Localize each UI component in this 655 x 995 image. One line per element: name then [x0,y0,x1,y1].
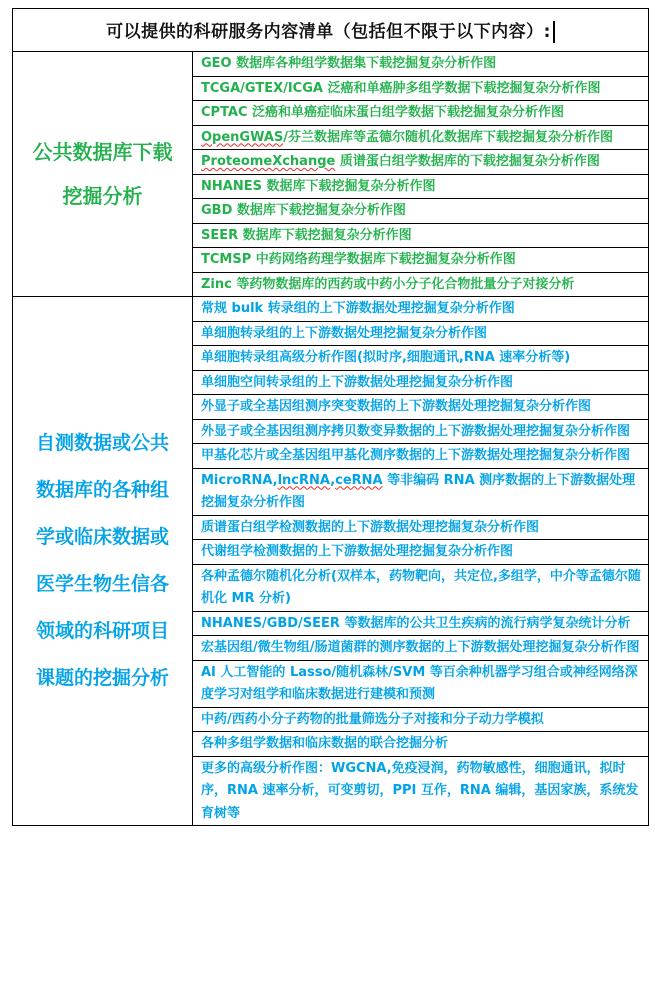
table-row [13,52,649,77]
document-title: 可以提供的科研服务内容清单（包括但不限于以下内容）: [106,22,551,42]
service-item: 质谱蛋白组学检测数据的上下游数据处理挖掘复杂分析作图 [193,515,649,540]
service-item: OpenGWAS/芬兰数据库等孟德尔随机化数据库下载挖掘复杂分析作图 [193,125,649,150]
service-item: 代谢组学检测数据的上下游数据处理挖掘复杂分析作图 [193,540,649,565]
service-item: AI 人工智能的 Lasso/随机森林/SVM 等百余种机器学习组合或神经网络深度学习对组学和临床数据进行建模和预测 [193,660,649,707]
service-item: GEO 数据库各种组学数据集下载挖掘复杂分析作图 [193,52,649,77]
category-label-line: 医学生物生信各 [35,573,169,595]
category-label-line: 学或临床数据或 [35,526,169,548]
service-item: TCMSP 中药网络药理学数据库下载挖掘复杂分析作图 [193,248,649,273]
text-cursor [553,21,555,43]
service-item: Zinc 等药物数据库的西药或中药小分子化合物批量分子对接分析 [193,272,649,297]
service-item: 外显子或全基因组测序突变数据的上下游数据处理挖掘复杂分析作图 [193,395,649,420]
service-list-table [12,8,649,826]
service-item: NHANES/GBD/SEER 等数据库的公共卫生疾病的流行病学复杂统计分析 [193,611,649,636]
service-item: 外显子或全基因组测序拷贝数变异数据的上下游数据处理挖掘复杂分析作图 [193,419,649,444]
category-cell [13,52,193,297]
service-item: 中药/西药小分子药物的批量筛选分子对接和分子动力学模拟 [193,707,649,732]
service-item: 更多的高级分析作图：WGCNA,免疫浸润，药物敏感性，细胞通讯，拟时序，RNA 速率分析，可变剪切，PPI 互作，RNA 编辑，基因家族，系统发育树等 [193,756,649,826]
service-item: GBD 数据库下载挖掘复杂分析作图 [193,199,649,224]
service-item: 各种孟德尔随机化分析(双样本，药物靶向，共定位,多组学，中介等孟德尔随机化 MR 分析) [193,564,649,611]
service-item: ProteomeXchange 质谱蛋白组学数据库的下载挖掘复杂分析作图 [193,150,649,175]
service-item: 甲基化芯片或全基因组甲基化测序数据的上下游数据处理挖掘复杂分析作图 [193,444,649,469]
category-label-line: 自测数据或公共 [35,432,169,454]
service-item: 常规 bulk 转录组的上下游数据处理挖掘复杂分析作图 [193,297,649,322]
service-item: 单细胞转录组高级分析作图(拟时序,细胞通讯,RNA 速率分析等) [193,346,649,371]
category-label-line: 数据库的各种组 [35,479,169,501]
service-item: 各种多组学数据和临床数据的联合挖掘分析 [193,732,649,757]
service-item: 单细胞空间转录组的上下游数据处理挖掘复杂分析作图 [193,370,649,395]
service-item: SEER 数据库下载挖掘复杂分析作图 [193,223,649,248]
category-label-line: 课题的挖掘分析 [35,667,169,689]
category-cell [13,297,193,826]
title-cell [13,9,649,52]
service-item: NHANES 数据库下载挖掘复杂分析作图 [193,174,649,199]
service-item: TCGA/GTEX/ICGA 泛癌和单癌肿多组学数据下载挖掘复杂分析作图 [193,76,649,101]
table-row [13,297,649,322]
service-item: 单细胞转录组的上下游数据处理挖掘复杂分析作图 [193,321,649,346]
category-label-line: 公共数据库下载 [32,140,173,164]
service-item: CPTAC 泛癌和单癌症临床蛋白组学数据下载挖掘复杂分析作图 [193,101,649,126]
service-item: MicroRNA,lncRNA,ceRNA 等非编码 RNA 测序数据的上下游数据处理挖掘复杂分析作图 [193,468,649,515]
category-label-line: 领域的科研项目 [35,620,169,642]
category-label-line: 挖掘分析 [62,184,143,208]
service-item: 宏基因组/微生物组/肠道菌群的测序数据的上下游数据处理挖掘复杂分析作图 [193,636,649,661]
title-row [13,9,649,52]
